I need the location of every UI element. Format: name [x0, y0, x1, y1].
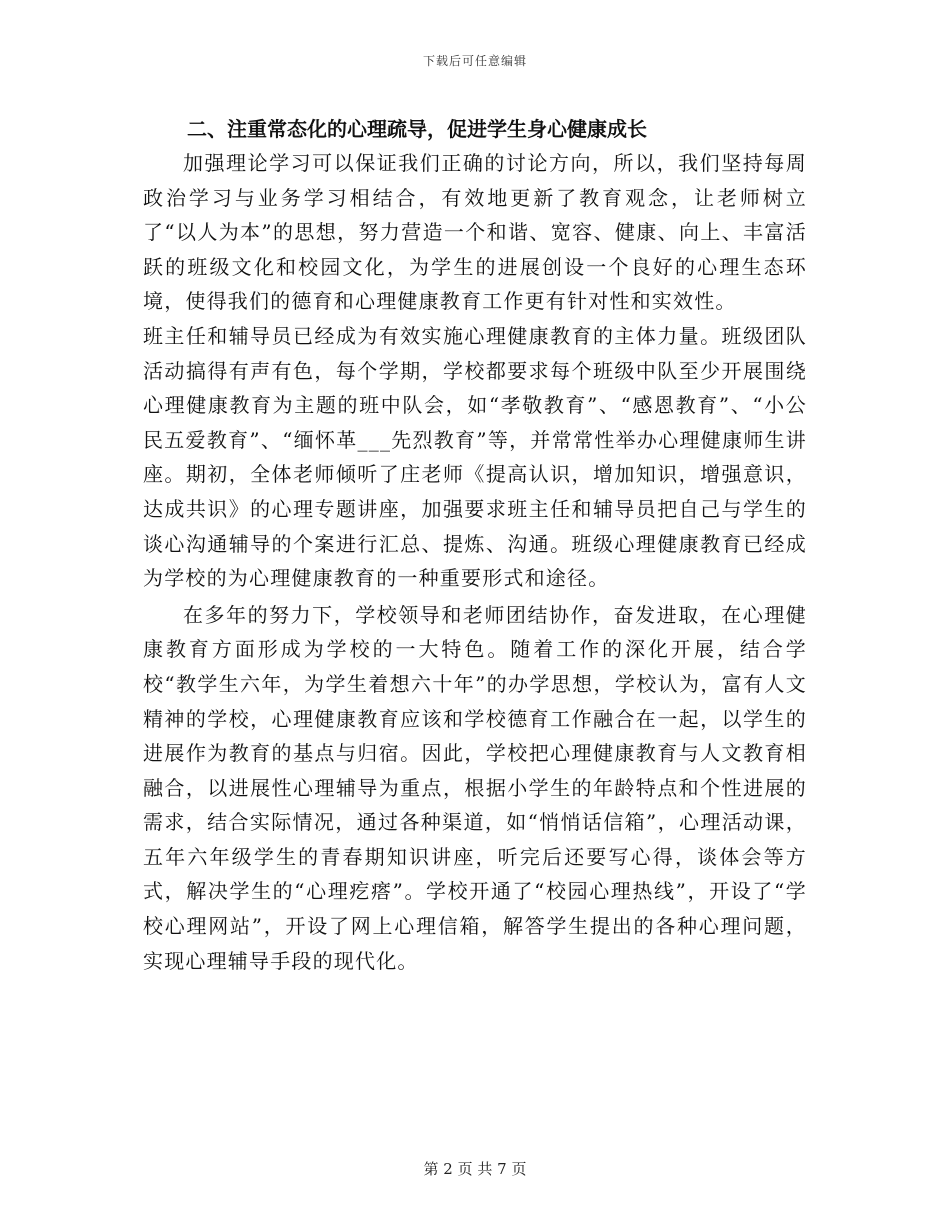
section-heading: 二、注重常态化的心理疏导，促进学生身心健康成长 [187, 117, 647, 141]
paragraph-2: 班主任和辅导员已经成为有效实施心理健康教育的主体力量。班级团队活动搞得有声有色，每个学期，学校都要求每个班级中队至少开展围绕心理健康教育为主题的班中队会，如“孝敬教育”、“感恩教育”、“小公民五爱教育”、“缅怀革___先烈教育”等，并常常性举办心理健康师生讲座。期初，全体老师倾听了庄老师《提高认识，增加知识，增强意识，达成共识》的心理专题讲座，加强要求班主任和辅导员把自己与学生的谈心沟通辅导的个案进行汇总、提炼、沟通。班级心理健康教育已经成为学校的为心理健康教育的一种重要形式和途径。 [143, 323, 807, 591]
paragraph-3: 在多年的努力下，学校领导和老师团结协作，奋发进取，在心理健康教育方面形成为学校的一大特色。随着工作的深化开展，结合学校“教学生六年，为学生着想六十年”的办学思想，学校认为，富有人文精神的学校，心理健康教育应该和学校德育工作融合在一起，以学生的进展作为教育的基点与归宿。因此，学校把心理健康教育与人文教育相融合，以进展性心理辅导为重点，根据小学生的年龄特点和个性进展的需求，结合实际情况，通过各种渠道，如“悄悄话信箱”，心理活动课，五年六年级学生的青春期知识讲座，听完后还要写心得，谈体会等方式，解决学生的“心理疙瘩”。学校开通了“校园心理热线”，开设了“学校心理网站”，开设了网上心理信箱，解答学生提出的各种心理问题，实现心理辅导手段的现代化。 [143, 602, 807, 973]
header-note: 下载后可任意编辑 [422, 54, 527, 68]
page-number: 第 2 页 共 7 页 [423, 1160, 527, 1178]
paragraph-1: 加强理论学习可以保证我们正确的讨论方向，所以，我们坚持每周政治学习与业务学习相结合，有效地更新了教育观念，让老师树立了“以人为本”的思想，努力营造一个和谐、宽容、健康、向上、丰富活跃的班级文化和校园文化，为学生的进展创设一个良好的心理生态环境，使得我们的德育和心理健康教育工作更有针对性和实效性。 [143, 151, 807, 314]
document-body [143, 112, 807, 978]
